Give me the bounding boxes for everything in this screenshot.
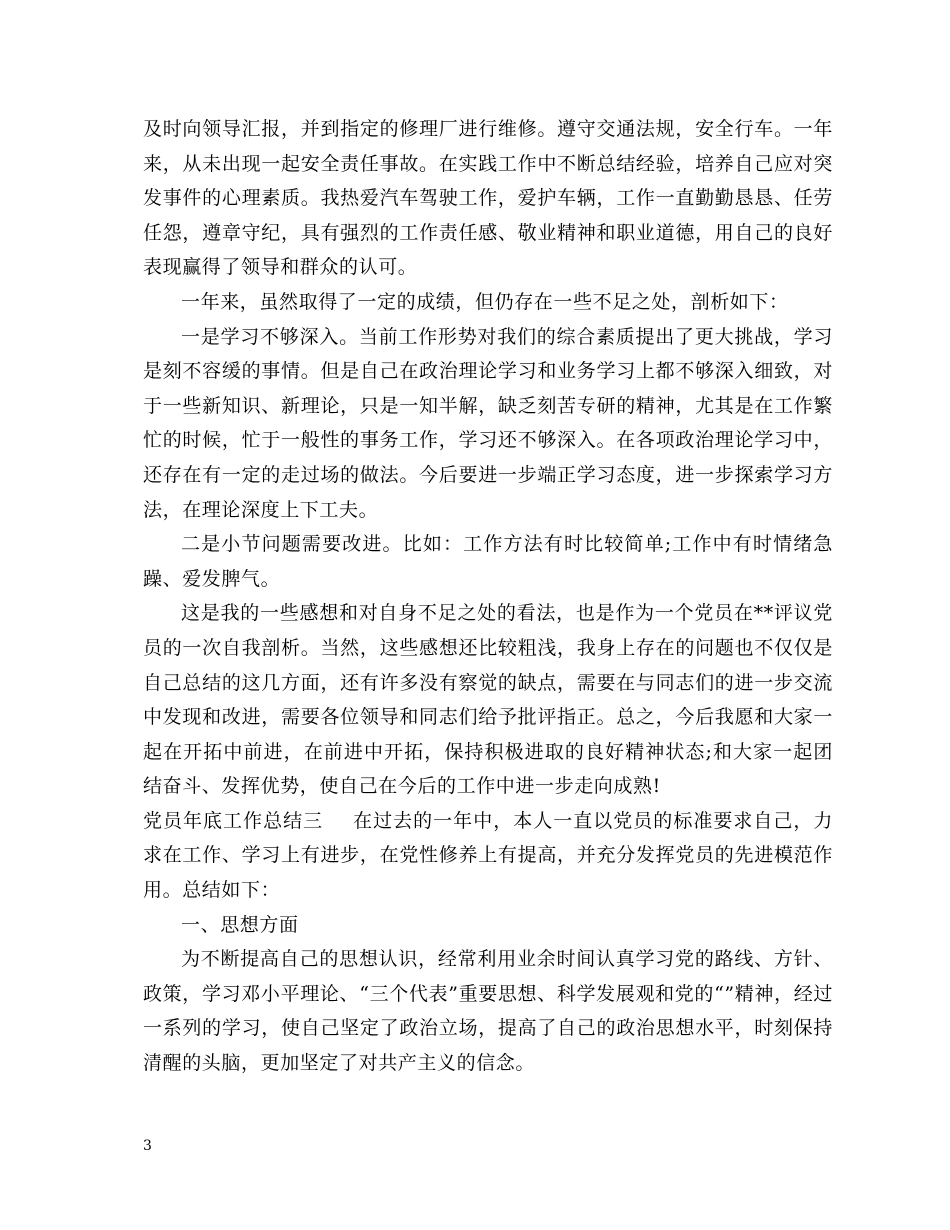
- document-body: [143, 112, 833, 1081]
- paragraph-4: 二是小节问题需要改进。比如：工作方法有时比较简单;工作中有时情绪急躁、爱发脾气。: [143, 533, 833, 590]
- paragraph-1: 及时向领导汇报，并到指定的修理厂进行维修。遵守交通法规，安全行车。一年来，从未出现一起安全责任事故。在实践工作中不断总结经验，培养自己应对突发事件的心理素质。我热爱汽车驾驶工作，爱护车辆，工作一直勤勤恳恳、任劳任怨，遵章守纪，具有强烈的工作责任感、敬业精神和职业道德，用自己的良好表现赢得了领导和群众的认可。: [143, 118, 833, 279]
- section-heading: 党员年底工作总结三: [143, 809, 324, 832]
- page-number: 3: [143, 1138, 152, 1154]
- paragraph-3: 一是学习不够深入。当前工作形势对我们的综合素质提出了更大挑战，学习是刻不容缓的事情。但是自己在政治理论学习和业务学习上都不够深入细致，对于一些新知识、新理论，只是一知半解，缺乏刻苦专研的精神，尤其是在工作繁忙的时候，忙于一般性的事务工作，学习还不够深入。在各项政治理论学习中，还存在有一定的走过场的做法。今后要进一步端正学习态度，进一步探索学习方法，在理论深度上下工夫。: [143, 325, 833, 521]
- paragraph-5: 这是我的一些感想和对自身不足之处的看法，也是作为一个党员在**评议党员的一次自我剖析。当然，这些感想还比较粗浅，我身上存在的问题也不仅仅是自己总结的这几方面，还有许多没有察觉的缺点，需要在与同志们的进一步交流中发现和改进，需要各位领导和同志们给予批评指正。总之，今后我愿和大家一起在开拓中前进，在前进中开拓，保持积极进取的良好精神状态;和大家一起团结奋斗、发挥优势，使自己在今后的工作中进一步走向成熟!: [143, 602, 833, 798]
- section-paragraph: [143, 804, 833, 908]
- section-intro: 在过去的一年中，本人一直以党员的标准要求自己，力求在工作、学习上有进步，在党性修养上有提高，并充分发挥党员的先进模范作用。总结如下：: [143, 809, 834, 902]
- subheading: 一、思想方面: [181, 913, 299, 936]
- paragraph-2: 一年来，虽然取得了一定的成绩，但仍存在一些不足之处，剖析如下：: [181, 290, 789, 313]
- closing-paragraph: 为不断提高自己的思想认识，经常利用业余时间认真学习党的路线、方针、政策，学习邓小平理论、“三个代表”重要思想、科学发展观和党的“”精神，经过一系列的学习，使自己坚定了政治立场，提高了自己的政治思想水平，时刻保持清醒的头脑，更加坚定了对共产主义的信念。: [143, 948, 833, 1075]
